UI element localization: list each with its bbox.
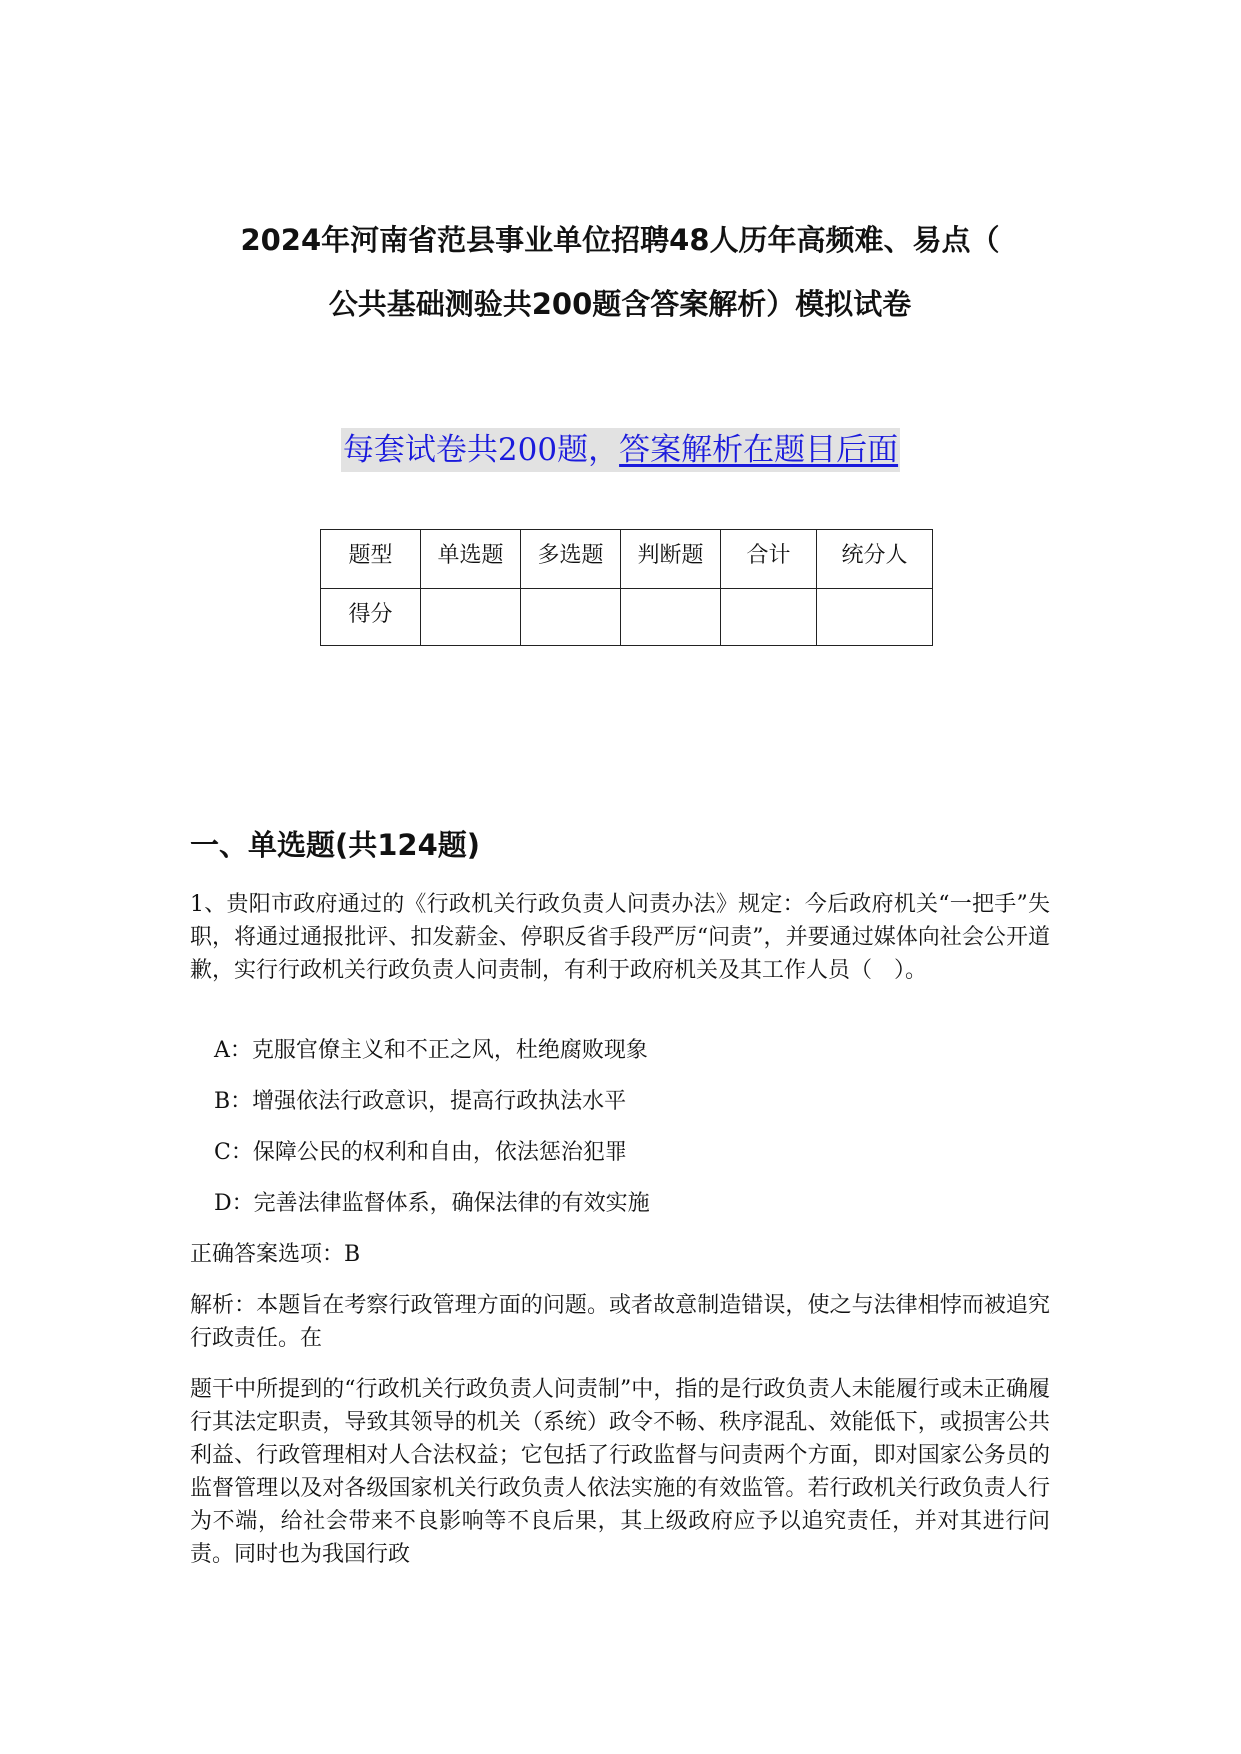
header-cell-multi-choice: 多选题 <box>521 530 621 589</box>
subtitle-link-text[interactable]: 答案解析在题目后面 <box>619 432 899 468</box>
section-heading: 一、单选题(共124题) <box>190 828 481 862</box>
title-line-2: 公共基础测验共200题含答案解析）模拟试卷 <box>328 287 912 321</box>
header-cell-total: 合计 <box>721 530 817 589</box>
header-cell-type: 题型 <box>321 530 421 589</box>
score-table-score-row <box>321 589 933 646</box>
option-a: A：克服官僚主义和不正之风，杜绝腐败现象 <box>214 1038 648 1063</box>
header-cell-true-false: 判断题 <box>621 530 721 589</box>
score-cell-scorer[interactable] <box>817 589 933 646</box>
analysis-paragraph-1: 解析：本题旨在考察行政管理方面的问题。或者故意制造错误，使之与法律相悖而被追究行政责任。在 <box>190 1293 1050 1351</box>
score-table-header-row <box>321 530 933 589</box>
option-c: C：保障公民的权利和自由，依法惩治犯罪 <box>214 1140 627 1165</box>
title-line-1: 2024年河南省范县事业单位招聘48人历年高频难、易点（ <box>240 223 1000 257</box>
score-row-label: 得分 <box>321 589 421 646</box>
score-cell-total[interactable] <box>721 589 817 646</box>
score-cell-true-false[interactable] <box>621 589 721 646</box>
analysis-paragraph-2: 题干中所提到的“行政机关行政负责人问责制”中，指的是行政负责人未能履行或未正确履行其法定职责，导致其领导的机关（系统）政令不畅、秩序混乱、效能低下，或损害公共利益、行政管理相对人合法权益；它包括了行政监督与问责两个方面，即对国家公务员的监督管理以及对各级国家机关行政负责人依法实施的有效监管。若行政机关行政负责人行为不端，给社会带来不良影响等不良后果，其上级政府应予以追究责任，并对其进行问责。同时也为我国行政 <box>190 1377 1050 1567</box>
subtitle-plain-text: 每套试卷共200题， <box>342 432 620 468</box>
option-b: B：增强依法行政意识，提高行政执法水平 <box>214 1089 627 1114</box>
correct-answer: 正确答案选项：B <box>190 1242 361 1267</box>
header-cell-single-choice: 单选题 <box>421 530 521 589</box>
document-title <box>180 208 1060 336</box>
score-cell-single-choice[interactable] <box>421 589 521 646</box>
question-stem: 1、贵阳市政府通过的《行政机关行政负责人问责办法》规定：今后政府机关“一把手”失职，将通过通报批评、扣发薪金、停职反省手段严厉“问责”，并要通过媒体向社会公开道歉，实行行政机关行政负责人问责制，有利于政府机关及其工作人员（ ）。 <box>190 892 1050 983</box>
header-cell-scorer: 统分人 <box>817 530 933 589</box>
subtitle <box>341 428 900 472</box>
score-cell-multi-choice[interactable] <box>521 589 621 646</box>
score-table <box>320 529 933 646</box>
option-d: D：完善法律监督体系，确保法律的有效实施 <box>214 1191 650 1216</box>
subtitle-banner <box>0 428 1241 472</box>
